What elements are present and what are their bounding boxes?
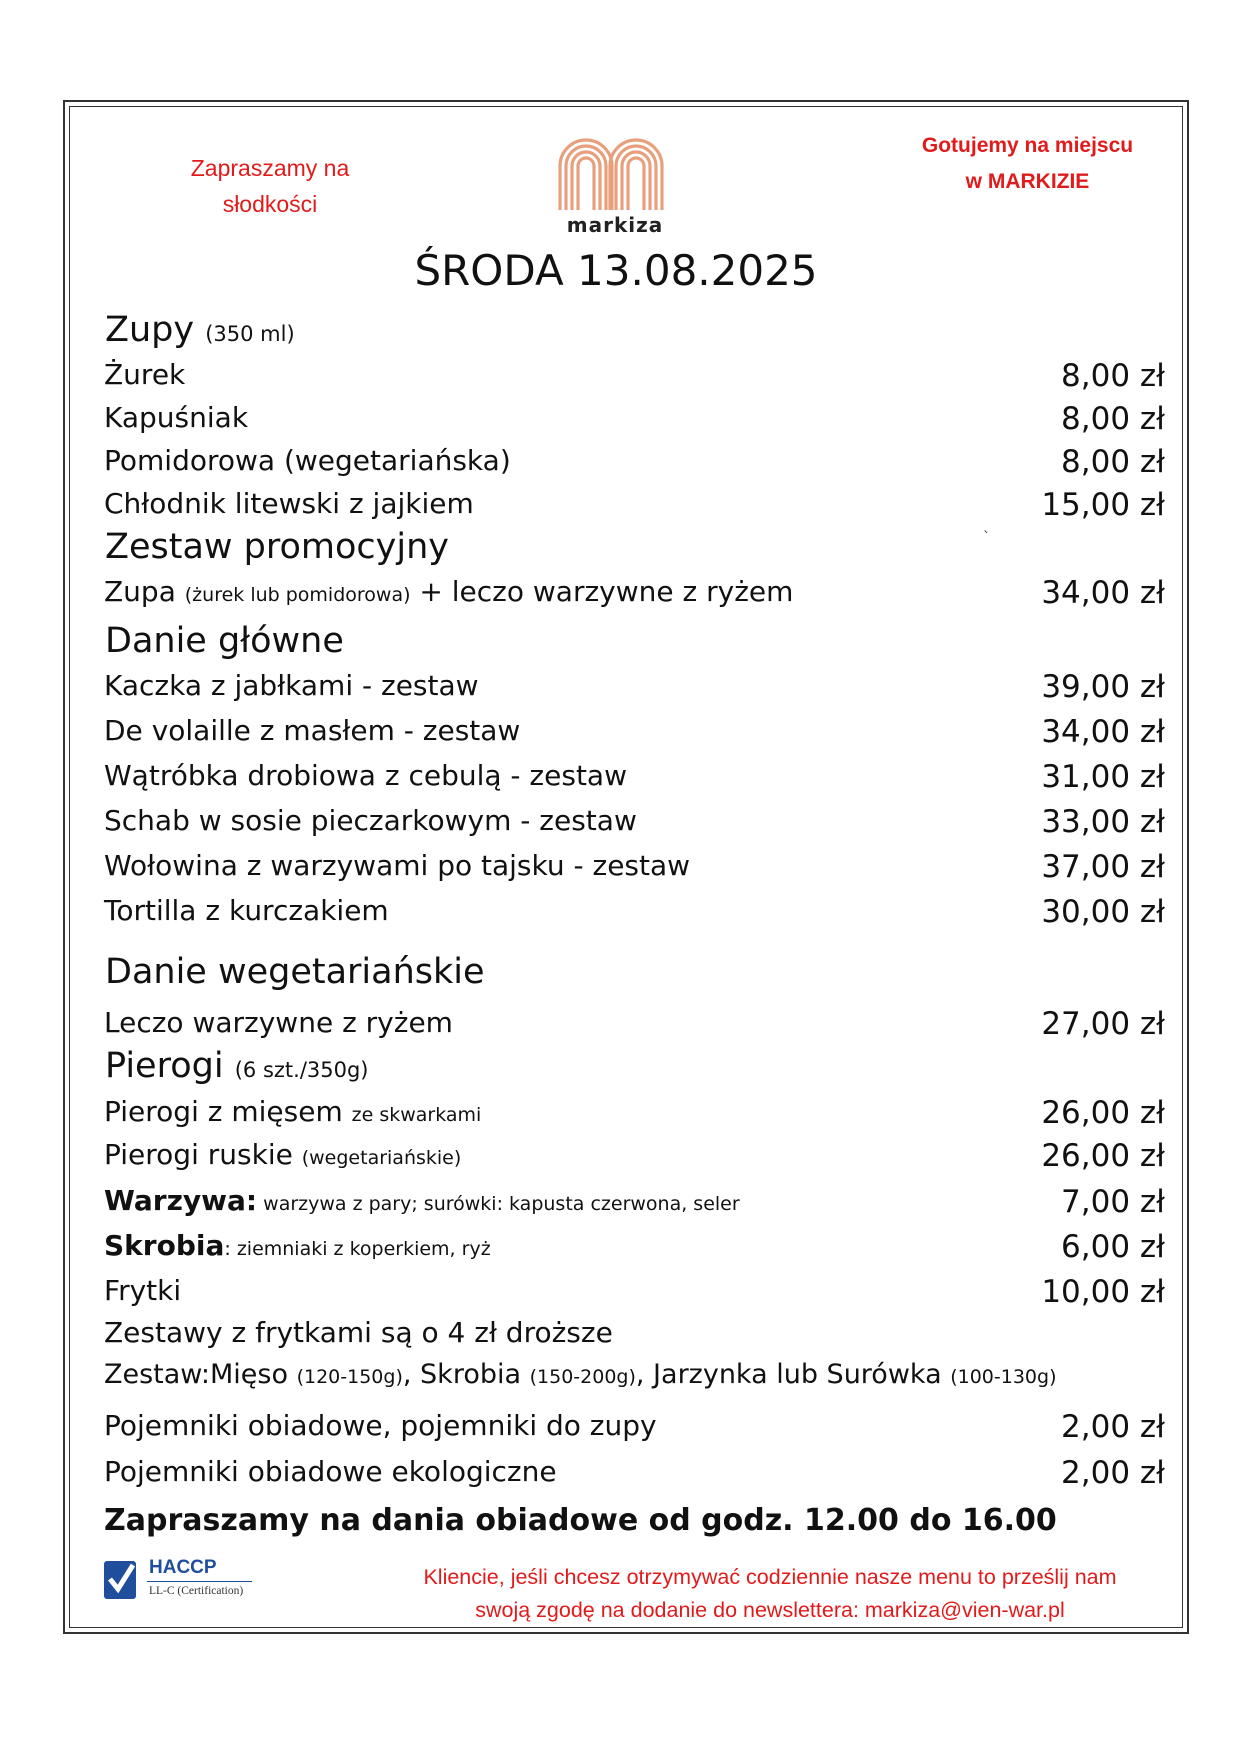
menu-item-price: 8,00 zł [1061, 358, 1165, 394]
set-composition: Zestaw:Mięso (120-150g), Skrobia (150-200g), Jarzynka lub Surówka (100-130g) [104, 1359, 1057, 1390]
menu-item-name: Pomidorowa (wegetariańska) [104, 444, 511, 477]
section-title-main-dishes: Danie główne [105, 621, 344, 661]
sweets-note: Zapraszamy na słodkości [190, 155, 350, 217]
newsletter-note: Kliencie, jeśli chcesz otrzymywać codziennie nasze menu to prześlij nam swoją zgodę na dodanie do newslettera: markiza@vien-war.pl [423, 1565, 1117, 1622]
menu-item-name: Żurek [104, 358, 186, 391]
logo-wordmark: markiza [566, 213, 664, 237]
menu-item-name: De volaille z masłem - zestaw [104, 714, 521, 747]
menu-item-price: 26,00 zł [1041, 1095, 1165, 1131]
menu-item-price: 8,00 zł [1061, 401, 1165, 437]
section-title-zupy: Zupy (350 ml) [105, 310, 295, 350]
menu-item-name: Tortilla z kurczakiem [104, 894, 389, 927]
extras-warzywa-price: 7,00 zł [1061, 1184, 1165, 1220]
menu-item-name: Wątróbka drobiowa z cebulą - zestaw [104, 759, 627, 792]
stray-mark: ` [983, 530, 990, 546]
haccp-divider [147, 1581, 252, 1582]
menu-item-price: 27,00 zł [1041, 1006, 1165, 1042]
menu-item-name: Kaczka z jabłkami - zestaw [104, 669, 479, 702]
menu-item-price: 2,00 zł [1061, 1409, 1165, 1445]
promo-item-name: Zupa (żurek lub pomidorowa) + leczo warzywne z ryżem [104, 575, 794, 608]
menu-item-name: Pojemniki obiadowe, pojemniki do zupy [104, 1409, 657, 1442]
haccp-badge [103, 1555, 258, 1609]
section-title-pierogi: Pierogi (6 szt./350g) [105, 1046, 369, 1086]
menu-item-name: Kapuśniak [104, 401, 249, 434]
menu-item-name: Pojemniki obiadowe ekologiczne [104, 1455, 557, 1488]
menu-item-price: 26,00 zł [1041, 1138, 1165, 1174]
haccp-title: HACCP [149, 1557, 217, 1578]
menu-item-price: 30,00 zł [1041, 894, 1165, 930]
menu-item-name: Pierogi ruskie (wegetariańskie) [104, 1138, 462, 1171]
menu-date: ŚRODA 13.08.2025 [414, 246, 818, 295]
menu-item-price: 2,00 zł [1061, 1455, 1165, 1491]
menu-item-name: Schab w sosie pieczarkowym - zestaw [104, 804, 637, 837]
extras-skrobia-price: 6,00 zł [1061, 1229, 1165, 1265]
promo-item-price: 34,00 zł [1041, 575, 1165, 611]
menu-item-price: 39,00 zł [1041, 669, 1165, 705]
opening-hours: Zapraszamy na dania obiadowe od godz. 12.00 do 16.00 [104, 1503, 1057, 1538]
haccp-subtitle: LL-C (Certification) [149, 1585, 244, 1597]
markiza-logo-icon [556, 136, 666, 216]
cooking-note: Gotujemy na miejscu w MARKIZIE [921, 134, 1134, 193]
menu-item-price: 15,00 zł [1041, 487, 1165, 523]
menu-item-name: Leczo warzywne z ryżem [104, 1006, 453, 1039]
menu-item-price: 8,00 zł [1061, 444, 1165, 480]
extras-frytki: Frytki [104, 1274, 182, 1307]
section-title-vegetarian: Danie wegetariańskie [105, 952, 485, 992]
extras-frytki-price: 10,00 zł [1041, 1274, 1165, 1310]
menu-item-name: Chłodnik litewski z jajkiem [104, 487, 474, 520]
extras-skrobia: Skrobia: ziemniaki z koperkiem, ryż [104, 1229, 491, 1262]
menu-item-price: 31,00 zł [1041, 759, 1165, 795]
extras-warzywa: Warzywa: warzywa z pary; surówki: kapusta czerwona, seler [104, 1184, 740, 1217]
section-title-promo: Zestaw promocyjny [105, 527, 450, 567]
menu-item-price: 37,00 zł [1041, 849, 1165, 885]
menu-item-price: 34,00 zł [1041, 714, 1165, 750]
menu-item-name: Wołowina z warzywami po tajsku - zestaw [104, 849, 691, 882]
frytki-surcharge-note: Zestawy z frytkami są o 4 zł droższe [104, 1316, 613, 1349]
menu-item-name: Pierogi z mięsem ze skwarkami [104, 1095, 482, 1128]
menu-item-price: 33,00 zł [1041, 804, 1165, 840]
